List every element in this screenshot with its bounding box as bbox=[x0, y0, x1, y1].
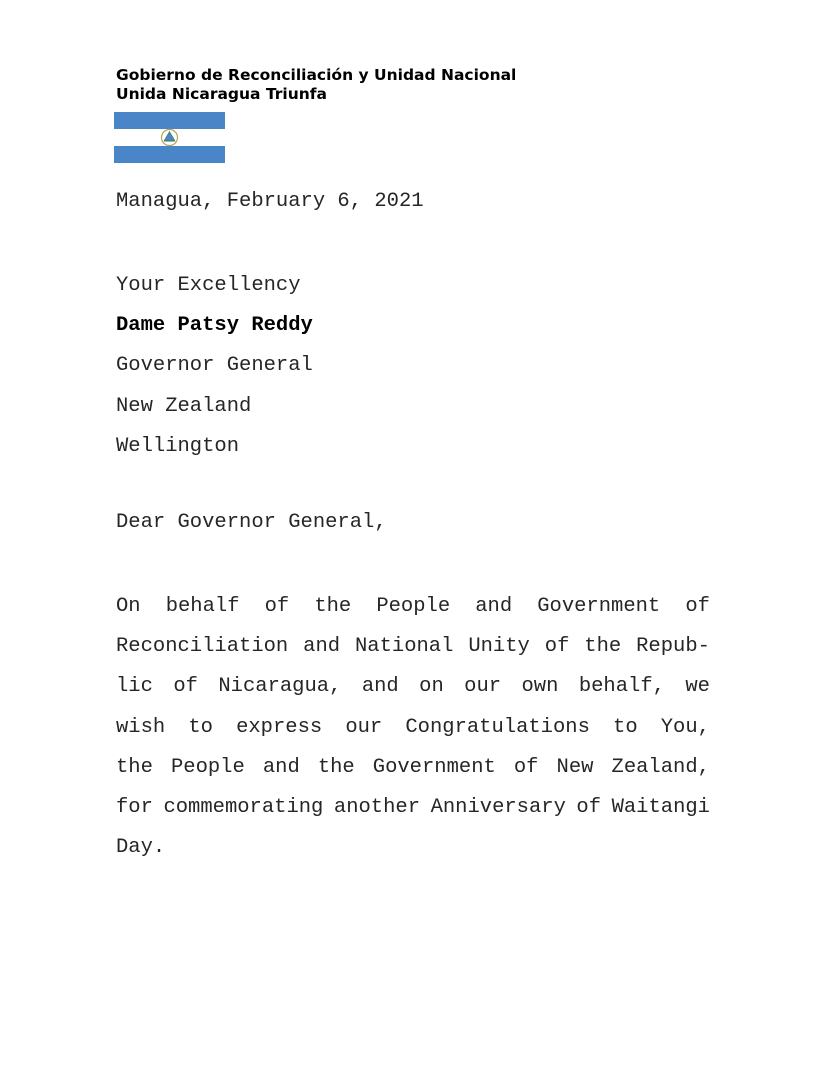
body-word: Government bbox=[537, 595, 661, 618]
body-word: Repub- bbox=[636, 635, 710, 659]
nicaragua-flag-icon bbox=[114, 112, 225, 163]
body-word: of bbox=[264, 595, 290, 618]
body-word: behalf bbox=[165, 595, 240, 618]
body-word: and bbox=[262, 755, 300, 779]
recipient-title: Governor General bbox=[116, 354, 313, 378]
body-word: Zealand, bbox=[611, 755, 710, 779]
letterhead bbox=[116, 66, 516, 104]
body-word: behalf, bbox=[578, 675, 665, 699]
body-word: lic bbox=[116, 675, 153, 699]
body-word: Anniversary bbox=[430, 796, 566, 820]
body-word: our bbox=[464, 675, 502, 699]
letterhead-slogan: Unida Nicaragua Triunfa bbox=[116, 85, 328, 103]
body-word: Unity bbox=[468, 635, 530, 659]
body-word: Reconciliation bbox=[116, 635, 289, 659]
body-word: Congratulations bbox=[405, 715, 590, 739]
body-word: People bbox=[376, 595, 451, 618]
body-word: on bbox=[419, 675, 444, 699]
body-word: of bbox=[544, 635, 570, 659]
body-word: for bbox=[116, 796, 153, 820]
body-word: and bbox=[361, 675, 399, 699]
body-word: New bbox=[556, 755, 594, 779]
body-word: to bbox=[188, 715, 213, 739]
body-word: Day. bbox=[116, 836, 166, 860]
body-word: On bbox=[116, 595, 141, 618]
letterhead-government-name: Gobierno de Reconciliación y Unidad Nacional bbox=[116, 66, 517, 84]
body-word: commemorating bbox=[163, 796, 324, 820]
body-word: Government bbox=[372, 755, 496, 779]
body-word: of bbox=[513, 755, 539, 779]
body-line bbox=[116, 627, 710, 667]
body-word: People bbox=[170, 755, 245, 779]
body-word: Waitangi bbox=[611, 796, 710, 820]
dateline: Managua, February 6, 2021 bbox=[116, 190, 424, 213]
body-line bbox=[116, 667, 710, 707]
body-word: the bbox=[314, 595, 352, 618]
recipient-country: New Zealand bbox=[116, 394, 252, 418]
body-word: the bbox=[317, 755, 355, 779]
body-line bbox=[116, 828, 710, 868]
body-word: You, bbox=[660, 715, 710, 739]
salutation: Dear Governor General, bbox=[116, 511, 387, 534]
body-line bbox=[116, 587, 710, 627]
recipient-city: Wellington bbox=[116, 434, 240, 458]
body-word: of bbox=[685, 595, 710, 618]
body-line bbox=[116, 788, 710, 828]
body-line bbox=[116, 748, 710, 788]
body-word: another bbox=[333, 796, 421, 820]
body-word: of bbox=[576, 796, 602, 820]
body-word: and bbox=[303, 635, 341, 659]
body-line bbox=[116, 708, 710, 748]
body-word: the bbox=[584, 635, 622, 659]
body-word: to bbox=[613, 715, 638, 739]
body-word: wish bbox=[116, 715, 166, 739]
body-word: Nicaragua, bbox=[218, 675, 342, 699]
letter-body bbox=[116, 587, 710, 868]
body-word: and bbox=[475, 595, 513, 618]
body-word: we bbox=[685, 675, 710, 699]
body-word: own bbox=[521, 675, 559, 699]
address-honorific: Your Excellency bbox=[116, 274, 301, 297]
body-word: our bbox=[345, 715, 383, 739]
recipient-address bbox=[116, 266, 313, 467]
body-word: National bbox=[354, 635, 454, 659]
body-word: express bbox=[236, 715, 323, 739]
body-word: the bbox=[116, 755, 153, 779]
body-word: of bbox=[173, 675, 198, 699]
recipient-name: Dame Patsy Reddy bbox=[116, 314, 313, 338]
